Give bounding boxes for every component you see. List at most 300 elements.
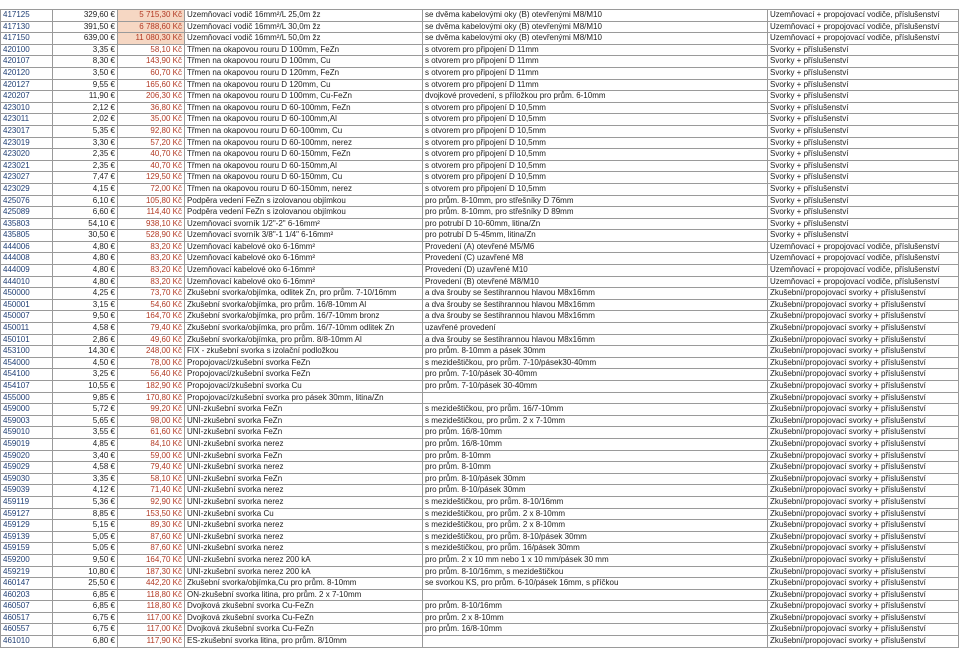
item-code-cell: 420207: [1, 91, 53, 103]
specification-cell: pro prům. 7-10/pásek 30-40mm: [423, 381, 768, 393]
price-czk-cell: 182,90 Kč: [118, 381, 185, 393]
table-row: [1, 578, 959, 590]
description-cell: Třmen na okapovou rouru D 120mm, FeZn: [185, 67, 423, 79]
table-row: [1, 508, 959, 520]
price-czk-cell: 83,20 Kč: [118, 265, 185, 277]
specification-cell: pro prům. 8-10mm: [423, 462, 768, 474]
specification-cell: s otvorem pro připojení D 11mm: [423, 44, 768, 56]
category-cell: Uzemňovací + propojovací vodiče, příslušenství: [768, 21, 959, 33]
category-cell: Zkušební/propojovací svorky + příslušenství: [768, 624, 959, 636]
specification-cell: s otvorem pro připojení D 10,5mm: [423, 102, 768, 114]
table-row: [1, 334, 959, 346]
specification-cell: s otvorem pro připojení D 11mm: [423, 67, 768, 79]
price-czk-cell: 11 080,30 Kč: [118, 33, 185, 45]
item-code-cell: 444006: [1, 241, 53, 253]
price-czk-cell: 98,00 Kč: [118, 415, 185, 427]
price-eur-cell: 4,80 €: [53, 265, 118, 277]
category-cell: Uzemňovací + propojovací vodiče, příslušenství: [768, 265, 959, 277]
category-cell: Svorky + příslušenství: [768, 160, 959, 172]
price-czk-cell: 84,10 Kč: [118, 438, 185, 450]
category-cell: Svorky + příslušenství: [768, 183, 959, 195]
category-cell: Zkušební/propojovací svorky + příslušenství: [768, 404, 959, 416]
description-cell: Zkušební svorka/objímka, pro prům. 8/8-10mm Al: [185, 334, 423, 346]
table-row: [1, 485, 959, 497]
description-cell: FIX - zkušební svorka s izolační podložkou: [185, 346, 423, 358]
specification-cell: [423, 636, 768, 648]
category-cell: Zkušební/propojovací svorky + příslušenství: [768, 508, 959, 520]
item-code-cell: 450101: [1, 334, 53, 346]
description-cell: UNI-zkušební svorka FeZn: [185, 450, 423, 462]
item-code-cell: 459019: [1, 438, 53, 450]
price-eur-cell: 8,30 €: [53, 56, 118, 68]
category-cell: Zkušební/propojovací svorky + příslušenství: [768, 566, 959, 578]
specification-cell: dvojkové provedení, s příložkou pro prům. 6-10mm: [423, 91, 768, 103]
price-eur-cell: 10,55 €: [53, 381, 118, 393]
price-czk-cell: 129,50 Kč: [118, 172, 185, 184]
specification-cell: Provedení (D) uzavřené M10: [423, 265, 768, 277]
specification-cell: s otvorem pro připojení D 11mm: [423, 79, 768, 91]
specification-cell: s mezideštičkou, pro prům. 8-10/16mm: [423, 496, 768, 508]
price-eur-cell: 5,15 €: [53, 520, 118, 532]
price-eur-cell: 391,50 €: [53, 21, 118, 33]
price-eur-cell: 14,30 €: [53, 346, 118, 358]
description-cell: Uzemňovací vodič 16mm²/L 30,0m žz: [185, 21, 423, 33]
category-cell: Zkušební/propojovací svorky + příslušenství: [768, 531, 959, 543]
price-eur-cell: 9,50 €: [53, 554, 118, 566]
description-cell: UNI-zkušební svorka FeZn: [185, 473, 423, 485]
table-row: [1, 624, 959, 636]
table-row: [1, 496, 959, 508]
description-cell: Třmen na okapovou rouru D 60-100mm,Al: [185, 114, 423, 126]
specification-cell: [423, 392, 768, 404]
specification-cell: pro prům. 8-10/16mm, s mezideštičkou: [423, 566, 768, 578]
price-czk-cell: 40,70 Kč: [118, 149, 185, 161]
table-row: [1, 265, 959, 277]
price-czk-cell: 57,20 Kč: [118, 137, 185, 149]
category-cell: Zkušební/propojovací svorky + příslušenství: [768, 438, 959, 450]
specification-cell: [423, 589, 768, 601]
category-cell: Zkušební/propojovací svorky + příslušenství: [768, 496, 959, 508]
item-code-cell: 460203: [1, 589, 53, 601]
price-eur-cell: 9,55 €: [53, 79, 118, 91]
specification-cell: pro prům. 8-10/pásek 30mm: [423, 473, 768, 485]
price-czk-cell: 143,90 Kč: [118, 56, 185, 68]
price-czk-cell: 528,90 Kč: [118, 230, 185, 242]
description-cell: UNI-zkušební svorka nerez: [185, 520, 423, 532]
table-row: [1, 450, 959, 462]
description-cell: Uzemňovací kabelové oko 6-16mm²: [185, 265, 423, 277]
specification-cell: s mezideštičkou, pro prům. 2 x 8-10mm: [423, 508, 768, 520]
table-row: [1, 102, 959, 114]
item-code-cell: 450011: [1, 323, 53, 335]
specification-cell: Provedení (C) uzavřené M8: [423, 253, 768, 265]
price-eur-cell: 6,10 €: [53, 195, 118, 207]
description-cell: Propojovací/zkušební svorka FeZn: [185, 357, 423, 369]
price-eur-cell: 5,36 €: [53, 496, 118, 508]
price-eur-cell: 11,90 €: [53, 91, 118, 103]
price-czk-cell: 99,20 Kč: [118, 404, 185, 416]
price-czk-cell: 83,20 Kč: [118, 253, 185, 265]
description-cell: Třmen na okapovou rouru D 100mm, Cu-FeZn: [185, 91, 423, 103]
item-code-cell: 420100: [1, 44, 53, 56]
table-row: [1, 369, 959, 381]
table-row: [1, 44, 959, 56]
price-czk-cell: 117,00 Kč: [118, 612, 185, 624]
specification-cell: s otvorem pro připojení D 10,5mm: [423, 125, 768, 137]
price-eur-cell: 4,12 €: [53, 485, 118, 497]
item-code-cell: 444008: [1, 253, 53, 265]
description-cell: UNI-zkušební svorka FeZn: [185, 415, 423, 427]
specification-cell: pro prům. 16/8-10mm: [423, 427, 768, 439]
specification-cell: pro prům. 16/8-10mm: [423, 624, 768, 636]
price-eur-cell: 6,75 €: [53, 624, 118, 636]
specification-cell: s otvorem pro připojení D 10,5mm: [423, 149, 768, 161]
item-code-cell: 417130: [1, 21, 53, 33]
price-eur-cell: 4,80 €: [53, 276, 118, 288]
item-code-cell: 420127: [1, 79, 53, 91]
item-code-cell: 435805: [1, 230, 53, 242]
item-code-cell: 417125: [1, 10, 53, 22]
category-cell: Svorky + příslušenství: [768, 195, 959, 207]
description-cell: Uzemňovací svorník 1/2"-2" 6-16mm²: [185, 218, 423, 230]
table-row: [1, 79, 959, 91]
table-row: [1, 10, 959, 22]
category-cell: Svorky + příslušenství: [768, 137, 959, 149]
price-czk-cell: 118,80 Kč: [118, 589, 185, 601]
price-eur-cell: 4,80 €: [53, 253, 118, 265]
item-code-cell: 459039: [1, 485, 53, 497]
item-code-cell: 459010: [1, 427, 53, 439]
category-cell: Zkušební/propojovací svorky + příslušenství: [768, 462, 959, 474]
description-cell: Uzemňovací kabelové oko 6-16mm²: [185, 253, 423, 265]
category-cell: Zkušební/propojovací svorky + příslušenství: [768, 334, 959, 346]
price-czk-cell: 117,00 Kč: [118, 624, 185, 636]
table-row: [1, 636, 959, 648]
category-cell: Svorky + příslušenství: [768, 218, 959, 230]
price-eur-cell: 4,58 €: [53, 323, 118, 335]
item-code-cell: 423019: [1, 137, 53, 149]
table-row: [1, 438, 959, 450]
specification-cell: pro prům. 8-10mm, pro střešníky D 76mm: [423, 195, 768, 207]
price-czk-cell: 35,00 Kč: [118, 114, 185, 126]
category-cell: Zkušební/propojovací svorky + příslušenství: [768, 392, 959, 404]
category-cell: Svorky + příslušenství: [768, 125, 959, 137]
table-row: [1, 311, 959, 323]
description-cell: UNI-zkušební svorka nerez: [185, 543, 423, 555]
price-eur-cell: 329,60 €: [53, 10, 118, 22]
specification-cell: pro prům. 2 x 10 mm nebo 1 x 10 mm/pásek 30 mm: [423, 554, 768, 566]
category-cell: Zkušební/propojovací svorky + příslušenství: [768, 601, 959, 613]
price-eur-cell: 5,05 €: [53, 543, 118, 555]
price-czk-cell: 118,80 Kč: [118, 601, 185, 613]
price-eur-cell: 3,25 €: [53, 369, 118, 381]
price-czk-cell: 92,90 Kč: [118, 496, 185, 508]
item-code-cell: 454100: [1, 369, 53, 381]
price-czk-cell: 170,80 Kč: [118, 392, 185, 404]
table-row: [1, 207, 959, 219]
price-czk-cell: 248,00 Kč: [118, 346, 185, 358]
table-row: [1, 91, 959, 103]
item-code-cell: 459003: [1, 415, 53, 427]
category-cell: Zkušební/propojovací svorky + příslušenství: [768, 589, 959, 601]
item-code-cell: 460557: [1, 624, 53, 636]
specification-cell: s mezideštičkou, pro prům. 16/pásek 30mm: [423, 543, 768, 555]
price-czk-cell: 153,50 Kč: [118, 508, 185, 520]
price-czk-cell: 49,60 Kč: [118, 334, 185, 346]
item-code-cell: 423021: [1, 160, 53, 172]
description-cell: Třmen na okapovou rouru D 60-150mm, FeZn: [185, 149, 423, 161]
specification-cell: uzavřené provedení: [423, 323, 768, 335]
item-code-cell: 453100: [1, 346, 53, 358]
description-cell: Uzemňovací svorník 3/8"-1 1/4" 6-16mm²: [185, 230, 423, 242]
item-code-cell: 460517: [1, 612, 53, 624]
item-code-cell: 455000: [1, 392, 53, 404]
description-cell: UNI-zkušební svorka nerez 200 kA: [185, 554, 423, 566]
price-eur-cell: 3,35 €: [53, 473, 118, 485]
price-czk-cell: 61,60 Kč: [118, 427, 185, 439]
item-code-cell: 459030: [1, 473, 53, 485]
item-code-cell: 420107: [1, 56, 53, 68]
item-code-cell: 459219: [1, 566, 53, 578]
description-cell: Uzemňovací kabelové oko 6-16mm²: [185, 241, 423, 253]
price-czk-cell: 36,80 Kč: [118, 102, 185, 114]
table-row: [1, 195, 959, 207]
table-row: [1, 125, 959, 137]
specification-cell: pro prům. 2 x 8-10mm: [423, 612, 768, 624]
item-code-cell: 417150: [1, 33, 53, 45]
price-eur-cell: 3,50 €: [53, 67, 118, 79]
category-cell: Zkušební/propojovací svorky + příslušenství: [768, 485, 959, 497]
item-code-cell: 423029: [1, 183, 53, 195]
specification-cell: se dvěma kabelovými oky (B) otevřenými M8/M10: [423, 21, 768, 33]
description-cell: UNI-zkušební svorka FeZn: [185, 427, 423, 439]
table-row: [1, 612, 959, 624]
price-eur-cell: 4,58 €: [53, 462, 118, 474]
table-row: [1, 427, 959, 439]
table-row: [1, 392, 959, 404]
table-row: [1, 67, 959, 79]
table-row: [1, 172, 959, 184]
description-cell: Dvojková zkušební svorka Cu-FeZn: [185, 612, 423, 624]
price-eur-cell: 6,75 €: [53, 612, 118, 624]
price-czk-cell: 72,00 Kč: [118, 183, 185, 195]
table-row: [1, 241, 959, 253]
price-eur-cell: 3,15 €: [53, 299, 118, 311]
price-eur-cell: 6,85 €: [53, 589, 118, 601]
price-czk-cell: 6 788,60 Kč: [118, 21, 185, 33]
description-cell: Uzemňovací kabelové oko 6-16mm²: [185, 276, 423, 288]
item-code-cell: 423027: [1, 172, 53, 184]
table-row: [1, 160, 959, 172]
category-cell: Zkušební/propojovací svorky + příslušenství: [768, 543, 959, 555]
category-cell: Zkušební/propojovací svorky + příslušenství: [768, 554, 959, 566]
category-cell: Svorky + příslušenství: [768, 230, 959, 242]
price-czk-cell: 89,30 Kč: [118, 520, 185, 532]
specification-cell: s otvorem pro připojení D 10,5mm: [423, 172, 768, 184]
item-code-cell: 450000: [1, 288, 53, 300]
category-cell: Uzemňovací + propojovací vodiče, příslušenství: [768, 276, 959, 288]
table-row: [1, 230, 959, 242]
category-cell: Svorky + příslušenství: [768, 207, 959, 219]
category-cell: Svorky + příslušenství: [768, 172, 959, 184]
description-cell: UNI-zkušební svorka Cu: [185, 508, 423, 520]
specification-cell: a dva šrouby se šestihrannou hlavou M8x16mm: [423, 311, 768, 323]
table-row: [1, 566, 959, 578]
price-czk-cell: 105,80 Kč: [118, 195, 185, 207]
specification-cell: se dvěma kabelovými oky (B) otevřenými M8/M10: [423, 10, 768, 22]
price-eur-cell: 9,85 €: [53, 392, 118, 404]
item-code-cell: 459119: [1, 496, 53, 508]
category-cell: Svorky + příslušenství: [768, 114, 959, 126]
price-czk-cell: 164,70 Kč: [118, 554, 185, 566]
description-cell: UNI-zkušební svorka FeZn: [185, 404, 423, 416]
category-cell: Zkušební/propojovací svorky + příslušenství: [768, 450, 959, 462]
description-cell: Třmen na okapovou rouru D 60-150mm, Cu: [185, 172, 423, 184]
category-cell: Zkušební/propojovací svorky + příslušenství: [768, 357, 959, 369]
price-czk-cell: 59,00 Kč: [118, 450, 185, 462]
item-code-cell: 435803: [1, 218, 53, 230]
price-eur-cell: 3,55 €: [53, 427, 118, 439]
price-eur-cell: 2,86 €: [53, 334, 118, 346]
table-row: [1, 462, 959, 474]
item-code-cell: 459129: [1, 520, 53, 532]
price-eur-cell: 4,15 €: [53, 183, 118, 195]
specification-cell: s mezideštičkou, pro prům. 8-10/pásek 30mm: [423, 531, 768, 543]
specification-cell: pro prům. 8-10/pásek 30mm: [423, 485, 768, 497]
category-cell: Zkušební/propojovací svorky + příslušenství: [768, 369, 959, 381]
table-row: [1, 137, 959, 149]
price-czk-cell: 87,60 Kč: [118, 543, 185, 555]
description-cell: UNI-zkušební svorka nerez: [185, 496, 423, 508]
price-czk-cell: 40,70 Kč: [118, 160, 185, 172]
item-code-cell: 423017: [1, 125, 53, 137]
price-eur-cell: 3,30 €: [53, 137, 118, 149]
description-cell: Propojovací/zkušební svorka pro pásek 30mm, litina/Zn: [185, 392, 423, 404]
price-czk-cell: 58,10 Kč: [118, 473, 185, 485]
description-cell: Třmen na okapovou rouru D 100mm, Cu: [185, 56, 423, 68]
item-code-cell: 459029: [1, 462, 53, 474]
description-cell: Dvojková zkušební svorka Cu-FeZn: [185, 624, 423, 636]
item-code-cell: 425076: [1, 195, 53, 207]
price-eur-cell: 7,47 €: [53, 172, 118, 184]
description-cell: Zkušební svorka/objímka, pro prům. 16/7-10mm odlitek Zn: [185, 323, 423, 335]
category-cell: Svorky + příslušenství: [768, 44, 959, 56]
specification-cell: s mezideštičkou, pro prům. 16/7-10mm: [423, 404, 768, 416]
price-czk-cell: 114,40 Kč: [118, 207, 185, 219]
item-code-cell: 460507: [1, 601, 53, 613]
price-czk-cell: 164,70 Kč: [118, 311, 185, 323]
price-czk-cell: 442,20 Kč: [118, 578, 185, 590]
price-list-body: [1, 10, 959, 648]
price-eur-cell: 6,80 €: [53, 636, 118, 648]
item-code-cell: 459020: [1, 450, 53, 462]
price-eur-cell: 2,02 €: [53, 114, 118, 126]
table-row: [1, 357, 959, 369]
category-cell: Zkušební/propojovací svorky + příslušenství: [768, 427, 959, 439]
price-czk-cell: 165,60 Kč: [118, 79, 185, 91]
price-eur-cell: 2,12 €: [53, 102, 118, 114]
specification-cell: se dvěma kabelovými oky (B) otevřenými M8/M10: [423, 33, 768, 45]
table-row: [1, 323, 959, 335]
category-cell: Zkušební/propojovací svorky + příslušenství: [768, 311, 959, 323]
table-row: [1, 531, 959, 543]
price-eur-cell: 5,05 €: [53, 531, 118, 543]
price-czk-cell: 58,10 Kč: [118, 44, 185, 56]
price-czk-cell: 60,70 Kč: [118, 67, 185, 79]
category-cell: Svorky + příslušenství: [768, 102, 959, 114]
description-cell: Dvojková zkušební svorka Cu-FeZn: [185, 601, 423, 613]
price-czk-cell: 187,30 Kč: [118, 566, 185, 578]
specification-cell: a dva šrouby se šestihrannou hlavou M8x16mm: [423, 334, 768, 346]
description-cell: Propojovací/zkušební svorka FeZn: [185, 369, 423, 381]
specification-cell: Provedení (A) otevřené M5/M6: [423, 241, 768, 253]
description-cell: Uzemňovací vodič 16mm²/L 50,0m žz: [185, 33, 423, 45]
category-cell: Svorky + příslušenství: [768, 67, 959, 79]
price-eur-cell: 4,80 €: [53, 241, 118, 253]
item-code-cell: 425089: [1, 207, 53, 219]
table-row: [1, 473, 959, 485]
specification-cell: a dva šrouby se šestihrannou hlavou M8x16mm: [423, 299, 768, 311]
description-cell: Třmen na okapovou rouru D 60-150mm,Al: [185, 160, 423, 172]
table-row: [1, 299, 959, 311]
table-row: [1, 346, 959, 358]
price-eur-cell: 3,35 €: [53, 44, 118, 56]
category-cell: Zkušební/propojovací svorky + příslušenství: [768, 323, 959, 335]
table-row: [1, 149, 959, 161]
price-eur-cell: 5,72 €: [53, 404, 118, 416]
specification-cell: pro potrubí D 5-45mm, litina/Zn: [423, 230, 768, 242]
specification-cell: pro prům. 8-10/16mm: [423, 601, 768, 613]
item-code-cell: 459139: [1, 531, 53, 543]
specification-cell: a dva šrouby se šestihrannou hlavou M8x16mm: [423, 288, 768, 300]
price-eur-cell: 6,60 €: [53, 207, 118, 219]
category-cell: Svorky + příslušenství: [768, 56, 959, 68]
item-code-cell: 420120: [1, 67, 53, 79]
description-cell: Zkušební svorka/objímka, pro prům. 16/8-10mm Al: [185, 299, 423, 311]
price-czk-cell: 71,40 Kč: [118, 485, 185, 497]
table-row: [1, 183, 959, 195]
description-cell: Uzemňovací vodič 16mm²/L 25,0m žz: [185, 10, 423, 22]
table-row: [1, 381, 959, 393]
price-eur-cell: 2,35 €: [53, 149, 118, 161]
table-row: [1, 601, 959, 613]
description-cell: Třmen na okapovou rouru D 60-100mm, nerez: [185, 137, 423, 149]
price-czk-cell: 5 715,30 Kč: [118, 10, 185, 22]
category-cell: Zkušební/propojovací svorky + příslušenství: [768, 299, 959, 311]
specification-cell: s mezideštičkou, pro prům. 2 x 7-10mm: [423, 415, 768, 427]
description-cell: UNI-zkušební svorka nerez: [185, 485, 423, 497]
description-cell: Zkušební svorka/objímka, pro prům. 16/7-10mm bronz: [185, 311, 423, 323]
price-czk-cell: 78,00 Kč: [118, 357, 185, 369]
price-czk-cell: 54,60 Kč: [118, 299, 185, 311]
item-code-cell: 444009: [1, 265, 53, 277]
price-eur-cell: 639,00 €: [53, 33, 118, 45]
category-cell: Zkušební/propojovací svorky + příslušenství: [768, 636, 959, 648]
price-czk-cell: 83,20 Kč: [118, 276, 185, 288]
description-cell: Propojovací/zkušební svorka Cu: [185, 381, 423, 393]
item-code-cell: 459127: [1, 508, 53, 520]
table-row: [1, 218, 959, 230]
price-eur-cell: 6,85 €: [53, 601, 118, 613]
item-code-cell: 423011: [1, 114, 53, 126]
category-cell: Svorky + příslušenství: [768, 149, 959, 161]
category-cell: Zkušební/propojovací svorky + příslušenství: [768, 346, 959, 358]
item-code-cell: 459159: [1, 543, 53, 555]
item-code-cell: 454000: [1, 357, 53, 369]
category-cell: Zkušební/propojovací svorky + příslušenství: [768, 520, 959, 532]
table-row: [1, 415, 959, 427]
table-row: [1, 589, 959, 601]
